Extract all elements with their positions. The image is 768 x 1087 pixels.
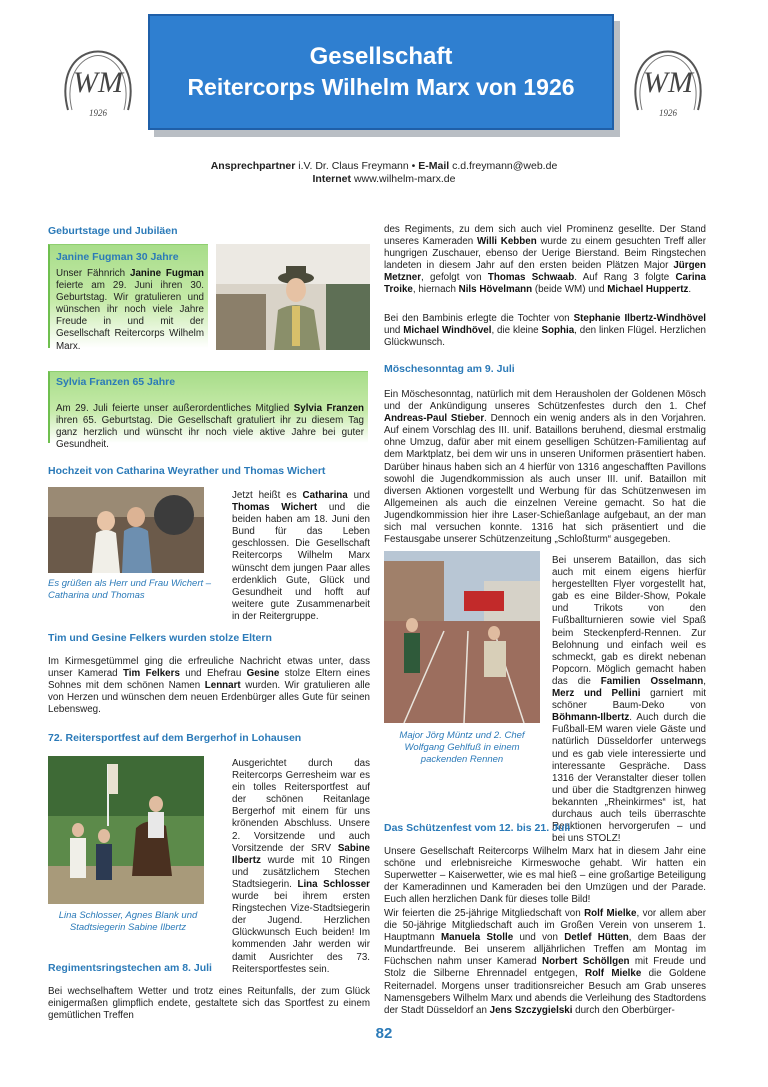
email-label: E-Mail bbox=[418, 160, 450, 172]
race-photo bbox=[384, 551, 540, 723]
janine-photo bbox=[216, 244, 370, 350]
ringstechen-heading: Regimentsringstechen am 8. Juli bbox=[48, 962, 212, 974]
schuetzenfest-paragraph-2: Wir feierten die 25-jährige Mitgliedschaft von Rolf Mielke, vor allem aber die 50-jährige Mitgliedschaft auch im Großen Verein von unserem 1. Hauptmann Manuela Stolle und von Detlef Hütten, dem Baas der Mundartfreunde. Bei unserem alljährlichen Treffen am Montag im Füchschen nahm unser Kamerad Norbert Schöllgen mit Freude und Stolz die Silberne Ehrennadel entgegen, Rolf Mielke die Goldene Reiternadel. Morgens unser traditionsreicher Besuch am Grab unseres Namensgebers Wilhelm Marx und abends die Verleihung des Stadtordens der Stadt Düsseldorf an Jens Szczygielski durch den Oberbürger- bbox=[384, 908, 707, 1016]
society-logo-right bbox=[628, 48, 708, 120]
schuetzenfest-paragraph-1: Unsere Gesellschaft Reitercorps Wilhelm Marx hat in diesem Jahr eine schöne und erlebnisreiche Kirmeswoche gehabt. Wir hatten ein Superwetter – Kaiserwetter, wie es mal hieß – eine großartige Beteiligung der Kameradinnen und Kameraden bei den Umzügen und der Parade. Euch allen herzlichen Dank für dieses tolle Bild! bbox=[384, 846, 706, 906]
bataillon-text: Bei unserem Bataillon, das sich auch mit einem eigens hierfür hergestellten Flyer vorgestellt hat, gab es eine Bilder-Show, Pokale und Trikots von den Fußballturnieren sowie viel Spaß beim Steckenpferd-Rennen. Zur Belohnung und einfach weil es schmeckt, gab es direkt nebenan Popcorn. Möglich gemacht haben das die Familien Osselmann, Merz und Pellini garniert mit schöner Baum-Deko von Böhmann-Ilbertz. Auch durch die Fußball-EM waren viele Gäste und natürlich Düsseldorfer unterwegs und es gab viele interessierte und interessante Gespräche. Dass 1316 der Veranstalter dieser tollen und über die Stadtgrenzen hinweg bekannten „Rheinkirmes“ ist, hat durchaus auch teils überraschte Reaktionen hervorgerufen – und bei uns STOLZ! bbox=[552, 555, 706, 845]
logo-year-left: 1926 bbox=[89, 108, 107, 118]
website-link[interactable]: www.wilhelm-marx.de bbox=[351, 173, 456, 185]
parents-text: Im Kirmesgetümmel ging die erfreuliche Nachricht etwas unter, dass unser Kamerad Tim Felkers und Ehefrau Gesine stolze Eltern eines Sohnes mit dem schönen Namen Lennart wurden. Wir gratulieren alle von Herzen und wünschen dem neuen Erdenbürger alles Gute für seinen Lebensweg. bbox=[48, 656, 371, 716]
wedding-photo bbox=[48, 487, 204, 573]
wedding-caption: Es grüßen als Herr und Frau Wichert – Catharina und Thomas bbox=[48, 578, 212, 601]
race-caption: Major Jörg Müntz und 2. Chef Wolfgang Gehlfuß in einem packenden Rennen bbox=[399, 730, 525, 765]
moeschen-heading: Möschesonntag am 9. Juli bbox=[384, 363, 515, 375]
society-logo-left bbox=[58, 48, 138, 120]
wedding-text: Jetzt heißt es Catharina und Thomas Wichert und die beiden haben am 18. Juni den Bund für das Leben geschlossen. Die Gesellschaft Reitercorps Wilhelm Marx wünscht dem jungen Paar alles erdenklich Gute, Glück und Gesundheit und hofft auf weitere gute Zusammenarbeit in der Reitergruppe. bbox=[232, 490, 370, 622]
bambini-paragraph: Bei den Bambinis erlegte die Tochter von Stephanie Ilbertz-Windhövel und Michael Windhövel, die kleine Sophia, den linken Flügel. Herzlichen Glückwunsch. bbox=[384, 313, 707, 349]
contact-label: Ansprechpartner bbox=[210, 160, 296, 172]
sportfest-heading: 72. Reitersportfest auf dem Bergerhof in Lohausen bbox=[48, 732, 302, 744]
janine-text: Unser Fähnrich Janine Fugman feierte am 29. Juni ihren 30. Geburtstag. Wir gratulieren und wünschen ihr noch viele Jahre Freude in und mit der Gesellschaft Reitercorps Wilhelm Marx. bbox=[56, 268, 205, 352]
title-banner bbox=[148, 14, 614, 130]
sylvia-text: Am 29. Juli feierte unser außerordentliches Mitglied Sylvia Franzen ihren 65. Geburtstag. Die Gesellschaft gratuliert ihr zu diesem Tag ganz herzlich und wünscht ihr noch viele aktive Jahre bei guter Gesundheit. bbox=[56, 403, 365, 451]
sportfest-text: Ausgerichtet durch das Reitercorps Gerresheim war es ein tolles Reitersportfest auf der schönen Reitanlage Bergerhof mit einem für uns krönenden Abschluss. Unsere 2. Vorsitzende und auch Vorsitzende der SRV Sabine Ilbertz wurde mit 10 Ringen und zusätzlichem Stechen Stadtsiegerin. Lina Schlosser wurde bei ihrem ersten Ringstechen Vize-Stadtsiegerin der Jugend. Herzlichen Glückwunsch Euch beiden! Im kommenden Jahr werden wir damit Ausrichter des 73. Reitersportfestes sein. bbox=[232, 758, 370, 975]
internet-label: Internet bbox=[312, 173, 352, 185]
parents-heading: Tim und Gesine Felkers wurden stolze Eltern bbox=[48, 632, 272, 644]
sportfest-caption: Lina Schlosser, Agnes Blank und Stadtsiegerin Sabine Ilbertz bbox=[58, 910, 198, 933]
sportfest-photo bbox=[48, 756, 204, 904]
ringstechen-text: Bei wechselhaftem Wetter und trotz eines Reitunfalls, der zum Glück einigermaßen glimpflich endete, gestaltete sich das Sportfest zu einem gemütlichen Treffen bbox=[48, 986, 370, 1022]
page-number: 82 bbox=[375, 1025, 393, 1042]
janine-heading: Janine Fugman 30 Jahre bbox=[56, 251, 179, 263]
title-line-2: Reitercorps Wilhelm Marx von 1926 bbox=[187, 74, 575, 100]
birthdays-heading: Geburtstage und Jubiläen bbox=[48, 225, 178, 237]
svg-text:WM: WM bbox=[643, 66, 693, 99]
title-line-1: Gesellschaft bbox=[309, 43, 453, 70]
schuetzenfest-heading: Das Schützenfest vom 12. bis 21. Juli bbox=[384, 822, 571, 834]
wedding-heading: Hochzeit von Catharina Weyrather und Thomas Wichert bbox=[48, 465, 326, 477]
moeschen-text: Ein Möschesonntag, natürlich mit dem Herausholen der Goldenen Mösch und der Ankündigung unseres Schützenfestes durch den 1. Chef Andreas-Paul Stieber. Dennoch ein wenig anders als in den Vorjahren. Auf einem Vorschlag des III. unif. Bataillons beruhend, diesmal erstmalig ohne Umzug, dafür aber mit einem geselligen Schützen-Familientag auf dem Marktplatz, bei dem wir uns in unseren Uniformen präsentiert haben. Darüber hinaus haben sich an 4 hierfür von 1316 angeschafften Pavillons sowohl die Jugendkommission als auch unser III. unif. Bataillon mit diversen Aktionen vorgestellt und Werbung für das Schützenwesen im Allgemeinen als auch die einzelnen Vereine gemacht. So hat die Jugendkommission hier ihre Laser-Schießanlage aufgebaut, an der man sich mal versuchen konnte. 1316 hat sich präsentiert und die Festausgabe unserer Schützenzeitung „Schloßturm“ ausgegeben. bbox=[384, 389, 706, 546]
regiment-paragraph: des Regiments, zu dem sich auch viel Prominenz gesellte. Der Stand unseres Kameraden Willi Kebben wurde zu einem gesuchten Treff aller hungrigen Zuschauer, ebenso der Uerige Bierstand. Beim Ringstechen landeten in diesem Jahr auf den ersten beiden Plätzen Major Jürgen Metzner, gefolgt von Thomas Schwaab. Auf Rang 3 folgte Carina Troike, hiernach Nils Hövelmann (beide WM) und Michael Huppertz. bbox=[384, 224, 706, 296]
svg-text:WM: WM bbox=[73, 66, 123, 99]
contact-block bbox=[0, 160, 768, 186]
email-link[interactable]: c.d.freymann@web.de bbox=[449, 160, 558, 172]
logo-year-right: 1926 bbox=[659, 108, 677, 118]
sylvia-heading: Sylvia Franzen 65 Jahre bbox=[56, 376, 176, 388]
contact-name: i.V. Dr. Claus Freymann • bbox=[295, 160, 419, 172]
